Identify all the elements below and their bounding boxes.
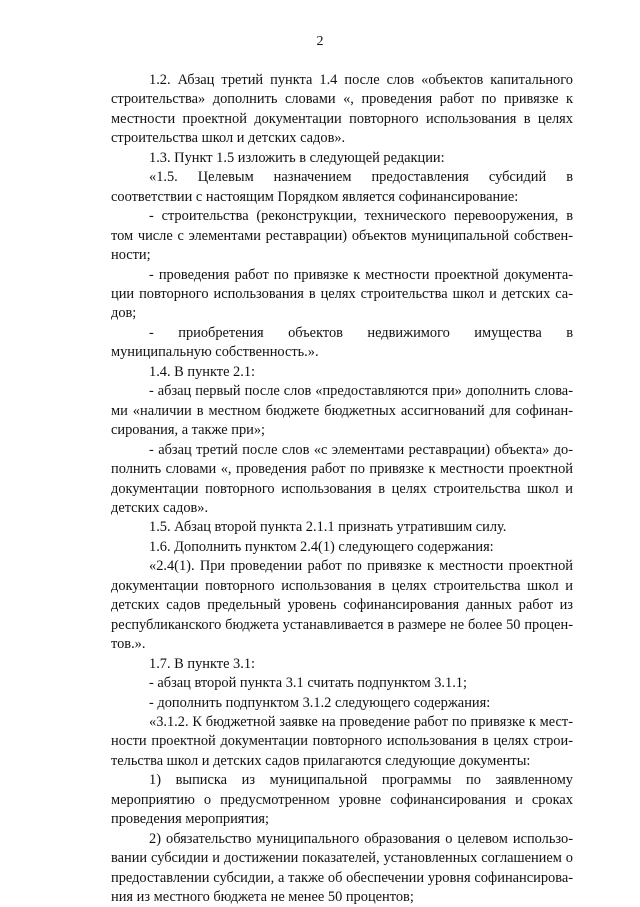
page-number: 2 [316,34,324,49]
paragraph-item-third-indent: - абзац третий после слов «с элементами реставрации) объекта» дополнить словами «, проведения работ по привязке к местности проектной документации повторного использования в целях строительства школ и детских садов». [111,441,573,516]
paragraph-quote-2-4-1: «2.4(1). При проведении работ по привязке к местности проектной документации повторного использования в целях строительства школ и детских садов предельный уровень софинансирования данных работ из республиканского бюджета устанавливается в размере не более 50 процентов.». [111,558,573,653]
paragraph-1-7: 1.7. В пункте 3.1: [149,655,256,672]
paragraph-1-5: 1.5. Абзац второй пункта 2.1.1 признать утратившим силу. [149,519,507,536]
paragraph-1-4: 1.4. В пункте 2.1: [149,363,256,380]
paragraph-quote-3-1-2: «3.1.2. К бюджетной заявке на проведение работ по привязке к местности проектной документации повторного использования в целях строительства школ и детских садов прилагаются следующие документы: [111,713,573,769]
paragraph-item-first-indent: - абзац первый после слов «предоставляются при» дополнить словами «наличии в местном бюджете бюджетных ассигнований для софинансирования, а также при»; [111,383,573,439]
paragraph-list-item-1: 1) выписка из муниципальной программы по заявленному мероприятию о предусмотренном уровне софинансирования и сроках проведения мероприятия; [111,772,573,828]
paragraph-item-subpoint-3-1-2: - дополнить подпунктом 3.1.2 следующего содержания: [149,694,491,711]
paragraph-list-item-2: 2) обязательство муниципального образования о целевом использовании субсидии и достижении показателей, установленных соглашением о предоставлении субсидии, а также об обеспечении уровня софинансирования из местного бюджета не менее 50 процентов; [111,830,573,906]
paragraph-1-6: 1.6. Дополнить пунктом 2.4(1) следующего содержания: [149,538,494,555]
paragraph-item-binding-works: - проведения работ по привязке к местности проектной документации повторного использования в целях строительства школ и детских садов; [111,266,573,322]
paragraph-1-3: 1.3. Пункт 1.5 изложить в следующей редакции: [149,149,445,166]
paragraph-item-subpoint-3-1-1: - абзац второй пункта 3.1 считать подпунктом 3.1.1; [149,675,467,692]
paragraph-item-construction: - строительства (реконструкции, технического перевооружения, в том числе с элементами реставрации) объектов муниципальной собственности; [111,208,573,264]
paragraph-1-2: 1.2. Абзац третий пункта 1.4 после слов «объектов капитального строительства» дополнить словами «, проведения работ по привязке к местности проектной документации повторного использования в целях строительства школ и детских садов». [111,72,573,147]
paragraph-item-acquisition: - приобретения объектов недвижимого имущества в муниципальную собственность.». [111,324,573,361]
paragraph-quote-1-5: «1.5. Целевым назначением предоставления субсидий в соответствии с настоящим Порядком является софинансирование: [111,169,573,205]
document-body [111,71,573,907]
